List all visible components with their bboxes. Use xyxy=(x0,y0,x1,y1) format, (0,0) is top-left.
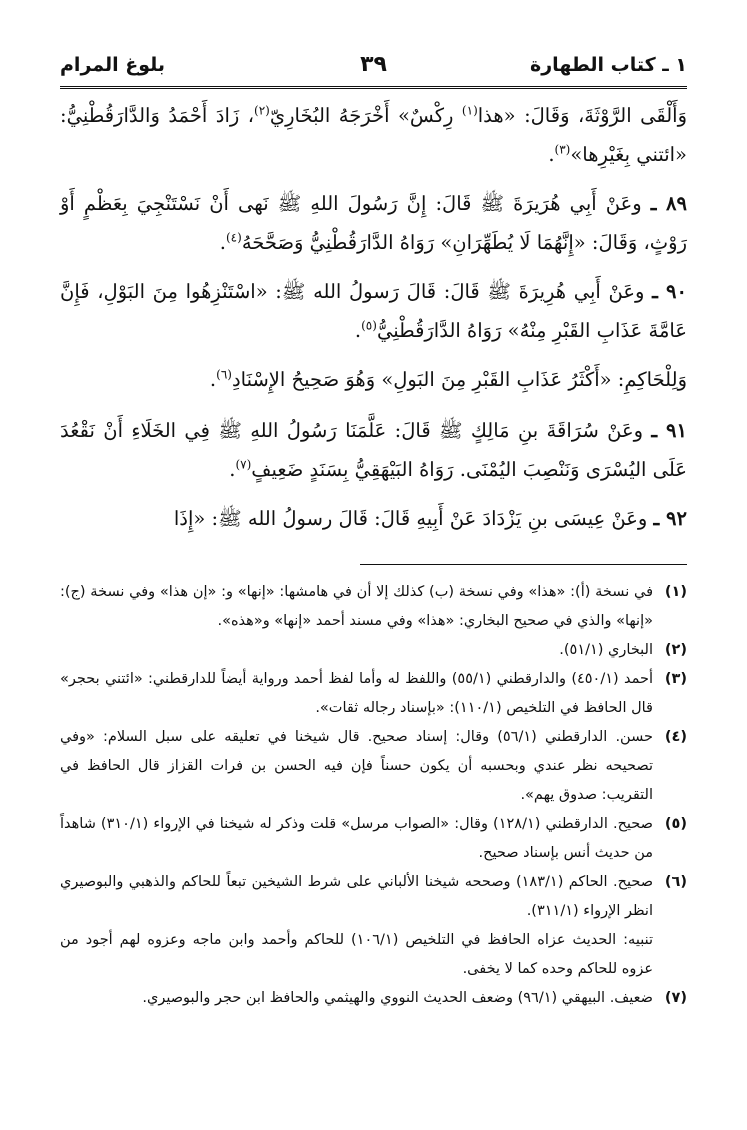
footnote-number: (٤) xyxy=(664,729,687,745)
footnote-ref: (٦) xyxy=(216,367,232,382)
footnote-3 xyxy=(60,665,687,723)
text-run: . xyxy=(209,368,217,391)
page-number: ٣٩ xyxy=(360,52,387,77)
footnotes xyxy=(60,578,687,1013)
hadith-number: ٩٢ ـ xyxy=(653,507,687,530)
footnote-number: (٥) xyxy=(664,816,687,832)
footnote-ref: (٢) xyxy=(254,103,270,118)
hadith-number: ٩٠ ـ xyxy=(652,280,687,303)
footnote-7 xyxy=(60,984,687,1013)
text-run: ، زَادَ أَحْمَدُ وَالدَّارَقُطْنِيُّ: «ائتني بِغَيْرِها» xyxy=(60,104,687,166)
text-run: . xyxy=(219,231,226,254)
hadith-89 xyxy=(60,184,687,262)
footnote-text: البخاري (٥١/١). xyxy=(559,642,653,658)
footnote-text: صحيح. الحاكم (١٨٣/١) وصححه شيخنا الألباني على شرط الشيخين تبعاً للحاكم والذهبي والبوصيري انظر الإرواء (٣١١/١). xyxy=(60,874,654,919)
footnote-ref: (٤) xyxy=(225,230,242,245)
hadith-92 xyxy=(60,499,687,538)
footnote-1 xyxy=(60,578,687,636)
footnote-ref: (٥) xyxy=(361,318,377,333)
footnote-ref: (١) xyxy=(461,103,478,118)
text-run: . xyxy=(548,143,555,166)
hadith-text: وعَنْ أَبِي هُرِيرَةَ ﷺ قَالَ: قَالَ رَسولُ الله ﷺ: «اسْتَنْزِهُوا مِنَ البَوْلِ، فَإِنَّ عَامَّةَ عَذَابِ القَبْرِ مِنْهُ» رَوَاهُ الدَّارَقُطْنِيُّ xyxy=(60,280,687,342)
hadith-text: وعَنْ سُرَاقَةَ بنِ مَالِكٍ ﷺ قَالَ: عَلَّمَنَا رَسُولُ اللهِ ﷺ فِي الخَلَاءِ أَنْ نَقْعُدَ عَلَى اليُسْرَى وَنَنْصِبَ اليُمْنَى. رَوَاهُ البَيْهَقِيُّ بِسَنَدٍ ضَعِيفٍ xyxy=(60,419,687,481)
hadith-90 xyxy=(60,272,687,350)
footnote-2 xyxy=(60,636,687,665)
footnote-5 xyxy=(60,810,687,868)
footnote-ref: (٧) xyxy=(235,457,252,472)
hadith-text: وعَنْ عِيسَى بنِ يَزْدَادَ عَنْ أَبِيهِ قَالَ: قَالَ رسولُ الله ﷺ: «إِذَا xyxy=(173,507,654,530)
text-run: رِكْسٌ» أَخْرَجَهُ البُخَارِيّ xyxy=(269,104,462,127)
footnote-number: (٣) xyxy=(664,671,687,687)
main-text xyxy=(60,96,687,548)
book-title: بلوغ المرام xyxy=(60,54,166,76)
page-header xyxy=(60,50,687,89)
text-run: . xyxy=(229,458,236,481)
footnote-divider xyxy=(360,564,687,565)
footnote-text: صحيح. الدارقطني (١٢٨/١) وقال: «الصواب مرسل» قلت وذكر له شيخنا في الإرواء (٣١٠/١) شاهداً من حديث أنس بإسناد صحيح. xyxy=(60,816,653,861)
footnote-text: ضعيف. البيهقي (٩٦/١) وضعف الحديث النووي والهيثمي والحافظ ابن حجر والبوصيري. xyxy=(142,990,653,1006)
continuation-paragraph xyxy=(60,96,687,174)
footnote-6-note: تنبيه: الحديث عزاه الحافظ في التلخيص (١٠٦/١) للحاكم وأحمد وابن ماجه وعزوه لهم أجود من عزوه للحاكم وحده كما لا يخفى. xyxy=(60,932,653,977)
footnote-4 xyxy=(60,723,687,810)
footnote-text: أحمد (٤٥٠/١) والدارقطني (٥٥/١) واللفظ له وأما لفظ أحمد ورواية أيضاً للدارقطني: «ائتني بحجر» قال الحافظ في التلخيص (١١٠/١): «بإسناد رجاله ثقات». xyxy=(60,671,653,716)
footnote-6 xyxy=(60,868,687,926)
chapter-title: ١ ـ كتاب الطهارة xyxy=(530,54,687,76)
footnote-number: (٧) xyxy=(664,990,687,1006)
hadith-number: ٨٩ ـ xyxy=(650,192,687,215)
text-run: وَأَلْقَى الرَّوْثَةَ، وَقَالَ: «هذا xyxy=(477,104,688,127)
hadith-text: وعَنْ أَبِي هُرَيرَةَ ﷺ قَالَ: إِنَّ رَسُولَ اللهِ ﷺ نَهى أَنْ نَسْتَنْجِيَ بِعَظْمٍ أَوْ رَوْثٍ، وَقَالَ: «إِنَّهُمَا لَا يُطَهِّرَانِ» رَوَاهُ الدَّارَقُطْنِيُّ وَصَحَّحَهُ xyxy=(60,192,687,254)
footnote-text: حسن. الدارقطني (٥٦/١) وقال: إسناد صحيح. قال شيخنا في تعليقه على سبل السلام: «وفي تصحيحه نظر عندي وبحسبه أن يكون حسناً فإن فيه الحسن بن فرات القزاز قال الحافظ في التقريب: صدوق يهم». xyxy=(60,729,653,803)
footnote-ref: (٣) xyxy=(554,142,571,157)
hadith-number: ٩١ ـ xyxy=(651,419,687,442)
hadith-91 xyxy=(60,411,687,489)
hakim-addition xyxy=(60,360,687,399)
footnote-number: (٦) xyxy=(664,874,687,890)
hadith-text: وَلِلْحَاكِمِ: «أَكْثَرُ عَذَابِ القَبْرِ مِنَ البَولِ» وَهُوَ صَحِيحُ الإِسْنَادِ xyxy=(231,368,687,391)
footnote-number: (٢) xyxy=(664,642,687,658)
text-run: . xyxy=(354,319,362,342)
footnote-number: (١) xyxy=(664,584,687,600)
footnote-text: في نسخة (أ): «هذا» وفي نسخة (ب) كذلك إلا أن في هامشها: «إنها» و: «إن هذا» وفي نسخة (ج): «إنها» والذي في صحيح البخاري: «هذا» وفي مسند أحمد «إنها» و«هذه». xyxy=(60,584,653,629)
